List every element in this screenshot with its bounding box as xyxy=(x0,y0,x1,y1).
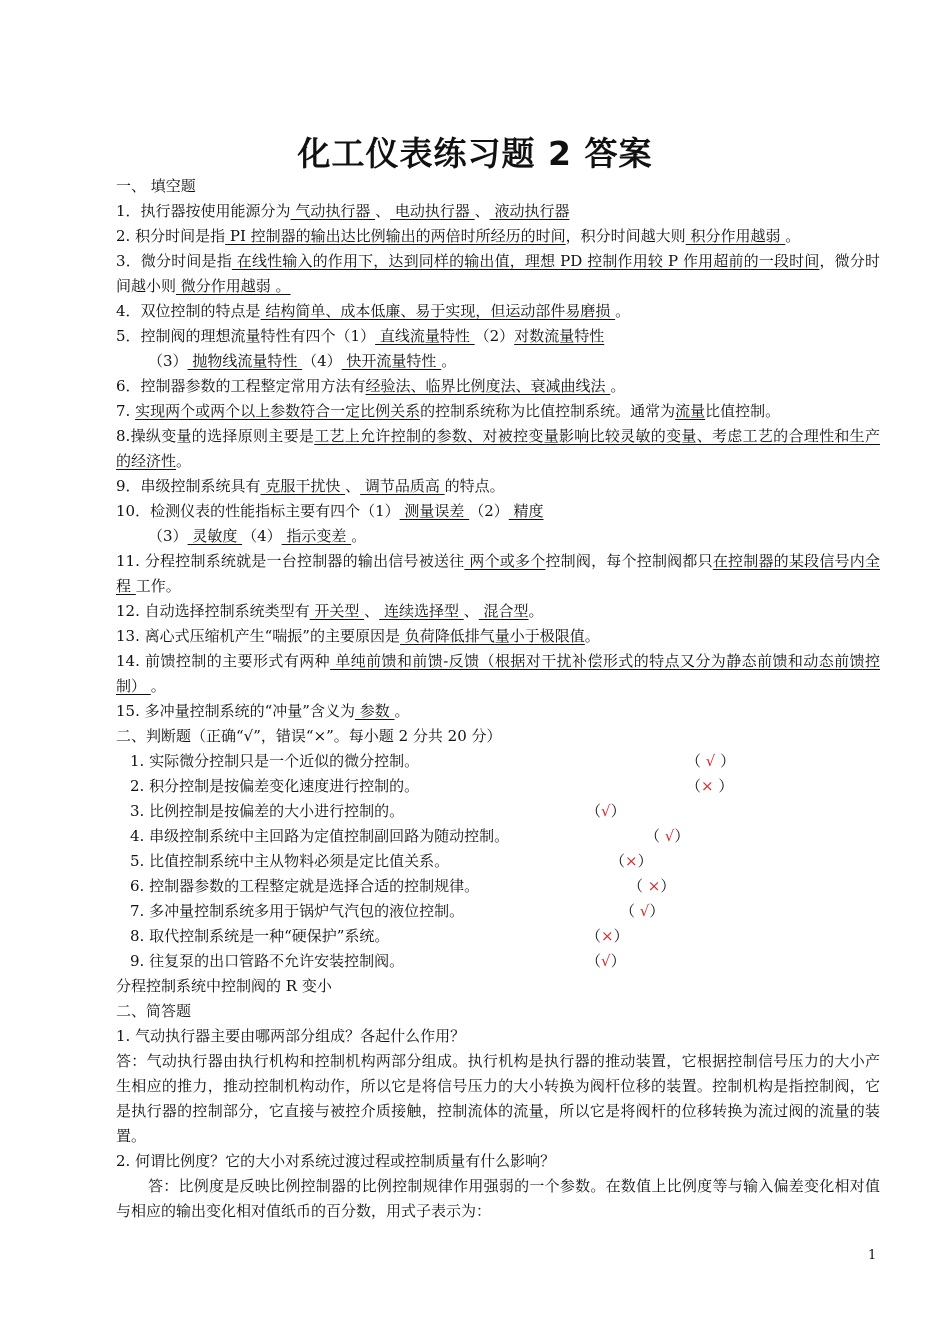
q1-answer-1: 气动执行器 xyxy=(290,202,376,220)
q2-text: ，积分时间越大则 xyxy=(565,227,686,245)
truefalse-item: 9. 往复泵的出口管路不允许安装控制阀。 xyxy=(130,952,405,970)
q1-sep: 、 xyxy=(474,202,490,220)
q5-text: （4） xyxy=(302,352,342,370)
question-8 xyxy=(116,424,880,474)
question-11 xyxy=(116,549,880,599)
short-question-2: 2. 何谓比例度？它的大小对系统过渡过程或控制质量有什么影响？ xyxy=(116,1152,556,1170)
q2-text: 。 xyxy=(785,227,801,245)
q11-text: 控制阀，每个控制阀都只 xyxy=(545,552,713,570)
q12-text: 12. 自动选择控制系统类型有 xyxy=(116,602,310,620)
q11-answer-1: 两个或多个 xyxy=(464,552,546,570)
q13-answer: 负荷降低排气量小于极限值 xyxy=(399,627,585,645)
paren-open: （ xyxy=(686,752,706,770)
paren-close: ） xyxy=(610,802,626,820)
question-9 xyxy=(116,474,880,499)
q9-text: 9．串级控制系统具有 xyxy=(116,477,261,495)
question-14 xyxy=(116,649,880,699)
truefalse-answer xyxy=(586,799,626,824)
truefalse-answer xyxy=(628,874,675,899)
truefalse-answer xyxy=(645,824,689,849)
paren-open: （ xyxy=(620,902,640,920)
paren-open: （ xyxy=(610,852,626,870)
q12-text: 、 xyxy=(364,602,380,620)
q10-text: （2） xyxy=(469,502,509,520)
question-3 xyxy=(116,249,880,299)
q10-answer-3: 灵敏度 xyxy=(187,527,243,545)
q8-text: 。 xyxy=(176,452,192,470)
q9-answer-1: 克服干扰快 xyxy=(260,477,346,495)
q5-text: （2） xyxy=(474,327,515,345)
q11-text: 11. 分程控制系统就是一台控制器的输出信号被送往 xyxy=(116,552,465,570)
q4-text: 。 xyxy=(615,302,631,320)
paren-open: （ xyxy=(586,927,602,945)
q10-text: （4） xyxy=(242,527,282,545)
q13-text: 13. 离心式压缩机产生“喘振”的主要原因是 xyxy=(116,627,400,645)
truefalse-item: 8. 取代控制系统是一种“硬保护”系统。 xyxy=(130,927,390,945)
short-answer-2: 答：比例度是反映比例控制器的比例控制规律作用强弱的一个参数。在数值上比例度等与输入偏差变化相对值与相应的输出变化相对值纸币的百分数，用式子表示为： xyxy=(116,1177,880,1220)
cross-mark-icon: × xyxy=(701,777,714,795)
cross-mark-icon: × xyxy=(601,927,614,945)
cross-mark-icon: × xyxy=(625,852,638,870)
q5-answer-1: 直线流量特性 xyxy=(375,327,475,345)
truefalse-item: 4. 串级控制系统中主回路为定值控制副回路为随动控制。 xyxy=(130,827,510,845)
q1-sep: 、 xyxy=(375,202,391,220)
question-2 xyxy=(116,224,880,249)
extra-note: 分程控制系统中控制阀的 R 变小 xyxy=(116,977,332,995)
q4-answer: 结构简单、成本低廉、易于实现，但运动部件易磨损 xyxy=(260,302,616,320)
q3-answer-1: 在线性输入的作用下，达到同样的输出值，理想 PD 控制作用较 P 作用超前的一段时间 xyxy=(231,252,820,270)
q14-answer: 单纯前馈和前馈-反馈（根据对干扰补偿形式的特点又分为静态前馈和动态前馈控制） xyxy=(116,652,881,695)
q2-answer-1: PI 控制器的输出达比例输出的两倍时所经历的时间 xyxy=(225,227,566,245)
q3-text: ，微分时间越小则 xyxy=(116,252,880,295)
truefalse-answer xyxy=(686,749,735,774)
truefalse-item: 1. 实际微分控制只是一个近似的微分控制。 xyxy=(130,752,420,770)
q15-answer: 参数 xyxy=(354,702,395,720)
q5-answer-3: 抛物线流量特性 xyxy=(187,352,303,370)
truefalse-answer xyxy=(610,849,653,874)
check-mark-icon: √ xyxy=(705,752,716,770)
paren-open: （ xyxy=(628,877,648,895)
check-mark-icon: √ xyxy=(664,827,675,845)
q2-text: 2. 积分时间是指 xyxy=(116,227,226,245)
q5-text: 。 xyxy=(441,352,457,370)
truefalse-answer xyxy=(686,774,733,799)
check-mark-icon: √ xyxy=(601,952,611,970)
q12-answer-3: 混合型 xyxy=(478,602,529,620)
q10-answer-2: 精度 xyxy=(508,502,544,520)
question-6 xyxy=(116,374,880,399)
q10-answer-4: 指示变差 xyxy=(281,527,352,545)
truefalse-item: 2. 积分控制是按偏差变化速度进行控制的。 xyxy=(130,777,420,795)
q1-answer-2: 电动执行器 xyxy=(390,202,475,220)
q13-text: 。 xyxy=(584,627,600,645)
q15-text: 15. 多冲量控制系统的“冲量”含义为 xyxy=(116,702,355,720)
check-mark-icon: √ xyxy=(639,902,650,920)
q5-text: （3） xyxy=(148,352,188,370)
q9-answer-2: 调节品质高 xyxy=(360,477,445,495)
question-1 xyxy=(116,199,880,224)
question-10-cont xyxy=(148,524,912,549)
paren-close: ） xyxy=(649,902,665,920)
q14-text: 14. 前馈控制的主要形式有两种 xyxy=(116,652,331,670)
question-5-cont xyxy=(148,349,912,374)
paren-close: ） xyxy=(610,952,626,970)
q9-text: 、 xyxy=(345,477,361,495)
question-15 xyxy=(116,699,880,724)
q1-text: 1．执行器按使用能源分为 xyxy=(116,202,291,220)
q5-answer-4: 快开流量特性 xyxy=(341,352,442,370)
q5-answer-2: 对数流量特性 xyxy=(514,327,605,345)
q7-answer-1: 实现两个或两个以上参数符合一定比例关系 xyxy=(135,402,421,420)
short-answer-1: 答：气动执行器由执行机构和控制机构两部分组成。执行机构是执行器的推动装置，它根据控制信号压力的大小产生相应的推力，推动控制机构动作，所以它是将信号压力的大小转换为阀杆位移的装置。控制机构是指控制阀，它是执行器的控制部分，它直接与被控介质接触，控制流体的流量，所以它是将阀杆的位移转换为流过阀的流量的装置。 xyxy=(116,1052,880,1145)
q7-text: 7. xyxy=(116,402,136,420)
truefalse-answer xyxy=(586,924,629,949)
q10-answer-1: 测量误差 xyxy=(399,502,470,520)
q12-answer-1: 开关型 xyxy=(309,602,365,620)
q3-answer-2: 微分作用越弱 。 xyxy=(176,277,291,295)
q6-text: 。 xyxy=(610,377,626,395)
truefalse-answer xyxy=(620,899,664,924)
q3-text: 3．微分时间是指 xyxy=(116,252,232,270)
paren-close: ） xyxy=(715,752,736,770)
question-10 xyxy=(116,499,880,524)
q5-text: 5．控制阀的理想流量特性有四个（1） xyxy=(116,327,376,345)
cross-mark-icon: × xyxy=(647,877,661,895)
q10-text: 。 xyxy=(351,527,367,545)
q15-text: 。 xyxy=(394,702,410,720)
q9-text: 的特点。 xyxy=(444,477,505,495)
paren-open: （ xyxy=(686,777,702,795)
question-7 xyxy=(116,399,880,424)
page-title: 化工仪表练习题 2 答案 xyxy=(297,134,653,173)
q6-text: 6．控制器参数的工程整定常用方法有 xyxy=(116,377,366,395)
q12-text: 。 xyxy=(528,602,544,620)
truefalse-item: 5. 比值控制系统中主从物料必须是定比值关系。 xyxy=(130,852,450,870)
paren-close: ） xyxy=(637,852,653,870)
q1-answer-3: 液动执行器 xyxy=(489,202,570,220)
truefalse-item: 6. 控制器参数的工程整定就是选择合适的控制规律。 xyxy=(130,877,480,895)
paren-close: ） xyxy=(660,877,676,895)
q11-text: 工作。 xyxy=(135,577,181,595)
question-12 xyxy=(116,599,880,624)
paren-close: ） xyxy=(713,777,734,795)
truefalse-item: 7. 多冲量控制系统多用于锅炉气汽包的液位控制。 xyxy=(130,902,465,920)
question-4 xyxy=(116,299,880,324)
truefalse-item: 3. 比例控制是按偏差的大小进行控制的。 xyxy=(130,802,405,820)
q7-answer-2: 流量 xyxy=(675,402,706,420)
q7-text: 的控制系统称为比值控制系统。通常为 xyxy=(420,402,676,420)
q10-text: （3） xyxy=(148,527,188,545)
paren-open: （ xyxy=(645,827,665,845)
check-mark-icon: √ xyxy=(601,802,611,820)
q8-text: 8.操纵变量的选择原则主要是 xyxy=(116,427,315,445)
q10-text: 10．检测仪表的性能指标主要有四个（1） xyxy=(116,502,400,520)
section-fill-heading: 一、 填空题 xyxy=(116,177,196,195)
question-13 xyxy=(116,624,880,649)
q11-answer-2: 在控制器的某段信号内全程 xyxy=(116,552,880,595)
section-short-answer-heading: 二、简答题 xyxy=(116,1002,192,1020)
q7-text: 比值控制。 xyxy=(705,402,781,420)
q4-text: 4．双位控制的特点是 xyxy=(116,302,261,320)
section-truefalse-heading: 二、判断题（正确“√”，错误“×”。每小题 2 分共 20 分） xyxy=(116,727,502,745)
short-question-1: 1. 气动执行器主要由哪两部分组成？各起什么作用？ xyxy=(116,1027,466,1045)
truefalse-answer xyxy=(586,949,626,974)
paren-close: ） xyxy=(613,927,629,945)
question-5 xyxy=(116,324,880,349)
q12-text: 、 xyxy=(463,602,479,620)
q2-answer-2: 积分作用越弱 xyxy=(685,227,786,245)
paren-open: （ xyxy=(586,952,602,970)
page-number: 1 xyxy=(868,1248,877,1263)
paren-open: （ xyxy=(586,802,602,820)
q8-answer: 工艺上允许控制的参数、对被控变量影响比较灵敏的变量、考虑工艺的合理性和生产的经济性 xyxy=(116,427,880,470)
q6-answer: 经验法、临界比例度法、衰减曲线法 xyxy=(365,377,611,395)
paren-close: ） xyxy=(674,827,690,845)
q14-text: 。 xyxy=(150,677,166,695)
q12-answer-2: 连续选择型 xyxy=(379,602,464,620)
